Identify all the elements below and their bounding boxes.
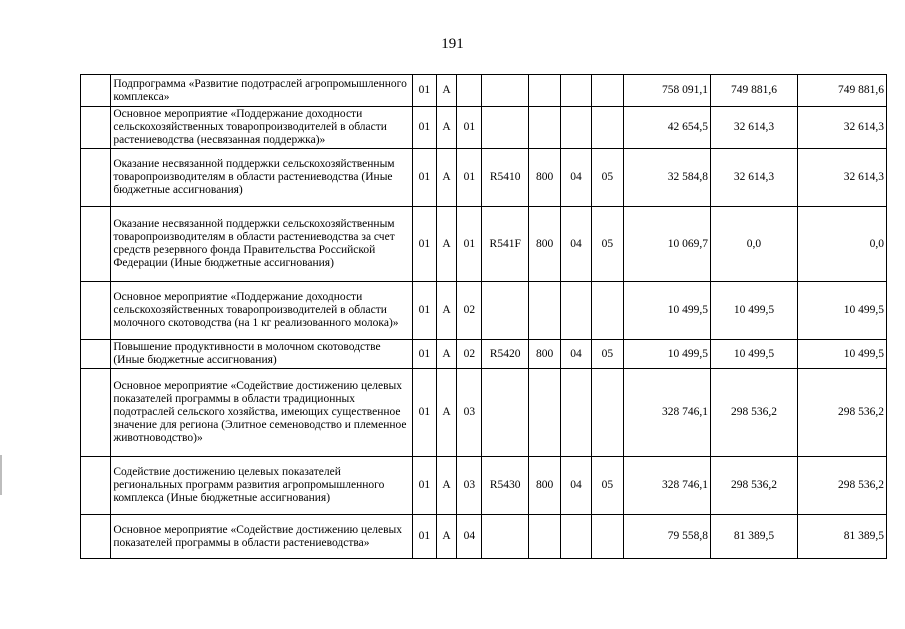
row-name: Основное мероприятие «Поддержание доходности сельскохозяйственных товаропроизводителей в области растениеводства (несвязанная поддержка)» [111,107,412,149]
code-expense-type: 800 [528,149,560,207]
code-subsection [591,515,623,559]
value-year-1: 32 584,8 [624,149,711,207]
code-program: 01 [412,149,436,207]
code-expense-type [528,282,560,340]
code-program: 01 [412,515,436,559]
table-row [81,75,887,107]
value-year-2: 32 614,3 [710,107,797,149]
code-activity [457,75,482,107]
value-year-1: 79 558,8 [624,515,711,559]
row-blank-cell [81,369,111,457]
code-direction [482,282,529,340]
code-subprogram: А [436,515,456,559]
code-section: 04 [561,340,591,369]
code-program: 01 [412,207,436,282]
value-year-1: 10 499,5 [624,340,711,369]
value-year-3: 298 536,2 [797,369,886,457]
code-program: 01 [412,340,436,369]
code-section: 04 [561,207,591,282]
value-year-3: 32 614,3 [797,107,886,149]
code-subsection [591,369,623,457]
row-blank-cell [81,149,111,207]
code-section [561,515,591,559]
value-year-2: 32 614,3 [710,149,797,207]
code-expense-type [528,369,560,457]
row-blank-cell [81,282,111,340]
code-activity: 01 [457,207,482,282]
row-name: Основное мероприятие «Содействие достижению целевых показателей программы в области растениеводства» [111,515,412,559]
value-year-1: 10 069,7 [624,207,711,282]
row-blank-cell [81,457,111,515]
code-direction [482,515,529,559]
value-year-3: 81 389,5 [797,515,886,559]
code-expense-type [528,107,560,149]
row-name: Основное мероприятие «Содействие достижению целевых показателей программы в области традиционных подотраслей сельского хозяйства, имеющих существенное значение для региона (Элитное семеноводство и племенное животноводство)» [111,369,412,457]
value-year-2: 81 389,5 [710,515,797,559]
code-subsection [591,107,623,149]
code-activity: 03 [457,457,482,515]
code-expense-type: 800 [528,207,560,282]
value-year-3: 749 881,6 [797,75,886,107]
code-subsection: 05 [591,457,623,515]
row-blank-cell [81,207,111,282]
code-section [561,75,591,107]
code-subprogram: А [436,282,456,340]
code-subsection: 05 [591,149,623,207]
code-section: 04 [561,457,591,515]
code-direction: R5430 [482,457,529,515]
code-subprogram: А [436,369,456,457]
value-year-3: 298 536,2 [797,457,886,515]
row-blank-cell [81,107,111,149]
value-year-1: 328 746,1 [624,457,711,515]
code-activity: 02 [457,340,482,369]
page-number: 191 [441,36,464,52]
value-year-2: 298 536,2 [710,369,797,457]
value-year-3: 0,0 [797,207,886,282]
code-direction: R541F [482,207,529,282]
code-expense-type: 800 [528,457,560,515]
code-activity: 01 [457,149,482,207]
code-program: 01 [412,369,436,457]
table-row [81,340,887,369]
table-row [81,369,887,457]
table-row [81,207,887,282]
row-name: Подпрограмма «Развитие подотраслей агропромышленного комплекса» [111,75,412,107]
value-year-1: 328 746,1 [624,369,711,457]
scan-edge-mark [0,455,2,495]
code-subsection [591,282,623,340]
code-subprogram: А [436,457,456,515]
table-row [81,149,887,207]
value-year-2: 10 499,5 [710,282,797,340]
code-direction: R5410 [482,149,529,207]
code-direction [482,369,529,457]
code-subsection: 05 [591,340,623,369]
value-year-1: 42 654,5 [624,107,711,149]
code-subprogram: А [436,207,456,282]
code-subprogram: А [436,340,456,369]
budget-table [80,74,887,559]
value-year-3: 10 499,5 [797,340,886,369]
table-row [81,282,887,340]
table-row [81,107,887,149]
row-blank-cell [81,340,111,369]
value-year-3: 32 614,3 [797,149,886,207]
code-activity: 01 [457,107,482,149]
row-name: Основное мероприятие «Поддержание доходности сельскохозяйственных товаропроизводителей в области молочного скотоводства (на 1 кг реализованного молока)» [111,282,412,340]
code-expense-type: 800 [528,340,560,369]
row-blank-cell [81,75,111,107]
code-direction: R5420 [482,340,529,369]
code-direction [482,75,529,107]
code-program: 01 [412,282,436,340]
code-direction [482,107,529,149]
row-name: Оказание несвязанной поддержки сельскохозяйственным товаропроизводителям в области растениеводства за счет средств резервного фонда Правительства Российской Федерации (Иные бюджетные ассигнования) [111,207,412,282]
value-year-2: 298 536,2 [710,457,797,515]
row-name: Оказание несвязанной поддержки сельскохозяйственным товаропроизводителям в области растениеводства (Иные бюджетные ассигнования) [111,149,412,207]
code-activity: 03 [457,369,482,457]
row-name: Содействие достижению целевых показателей региональных программ развития агропромышленного комплекса (Иные бюджетные ассигнования) [111,457,412,515]
table-body [81,75,887,559]
value-year-1: 758 091,1 [624,75,711,107]
code-subsection: 05 [591,207,623,282]
code-program: 01 [412,107,436,149]
code-subsection [591,75,623,107]
code-subprogram: А [436,107,456,149]
value-year-2: 10 499,5 [710,340,797,369]
code-section [561,282,591,340]
value-year-3: 10 499,5 [797,282,886,340]
row-name: Повышение продуктивности в молочном скотоводстве (Иные бюджетные ассигнования) [111,340,412,369]
row-blank-cell [81,515,111,559]
code-section [561,369,591,457]
code-activity: 02 [457,282,482,340]
code-subprogram: А [436,75,456,107]
code-section: 04 [561,149,591,207]
code-section [561,107,591,149]
code-program: 01 [412,75,436,107]
code-activity: 04 [457,515,482,559]
table-row [81,515,887,559]
code-expense-type [528,75,560,107]
value-year-2: 0,0 [710,207,797,282]
code-subprogram: А [436,149,456,207]
code-program: 01 [412,457,436,515]
value-year-1: 10 499,5 [624,282,711,340]
code-expense-type [528,515,560,559]
value-year-2: 749 881,6 [710,75,797,107]
table-row [81,457,887,515]
